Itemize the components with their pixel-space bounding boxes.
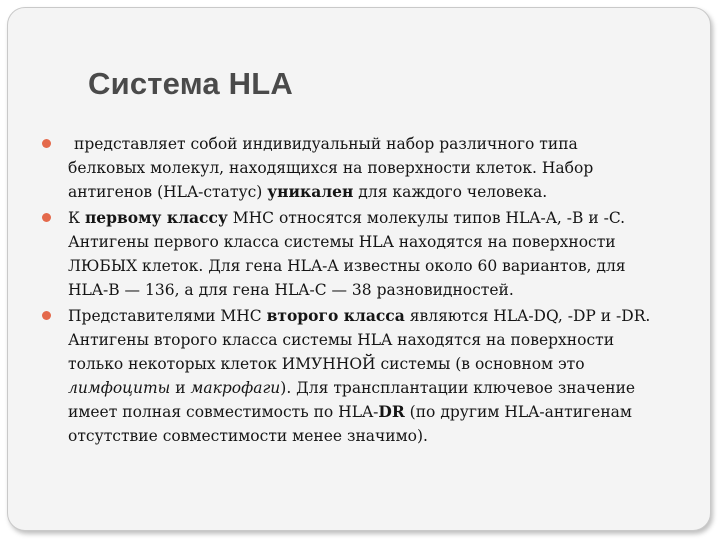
text-run: белковых молекул, находящихся на поверхности клеток. Набор — [68, 159, 594, 177]
bullet-line — [68, 328, 712, 352]
text-run: только некоторых клеток ИМУННОЙ системы (в основном это — [68, 355, 585, 373]
slide-frame — [7, 7, 711, 531]
emphasis-italic: лимфоциты — [68, 379, 171, 397]
bullet-line — [68, 352, 712, 376]
text-run: К — [68, 209, 85, 227]
emphasis-italic: макрофаги — [190, 379, 281, 397]
text-run: антигенов (HLA-статус) — [68, 183, 268, 201]
text-run: Антигены второго класса системы HLA находятся на поверхности — [68, 331, 615, 349]
bullet-dot-icon — [42, 311, 51, 320]
text-run: (по другим HLA-антигенам — [404, 403, 632, 421]
text-run: и — [170, 379, 191, 397]
text-run: Антигены первого класса системы HLA находятся на поверхности — [68, 233, 616, 251]
slide-title: Система HLA — [88, 66, 293, 101]
bullet-line — [68, 278, 712, 302]
text-run: являются HLA-DQ, -DP и -DR. — [404, 307, 651, 325]
bullet-line — [68, 254, 712, 278]
bullet-line — [68, 206, 712, 230]
emphasis-bold: второго класса — [266, 306, 405, 325]
bullet-list — [42, 132, 712, 450]
bullet-dot-icon — [42, 213, 51, 222]
bullet-line — [68, 132, 712, 156]
emphasis-bold: первому классу — [84, 208, 228, 227]
bullet-line — [68, 180, 712, 204]
bullet-item — [42, 206, 712, 302]
emphasis-bold: уникален — [267, 182, 354, 201]
bullet-line — [68, 156, 712, 180]
text-run: имеет полная совместимость по HLA- — [68, 403, 379, 421]
bullet-line — [68, 230, 712, 254]
text-run: ). Для трансплантации ключевое значение — [280, 379, 636, 397]
text-run: представляет собой индивидуальный набор различного типа — [74, 135, 578, 153]
bullet-line — [68, 376, 712, 400]
bullet-line — [68, 400, 712, 424]
bullet-item — [42, 304, 712, 448]
text-run: ЛЮБЫХ клеток. Для гена HLA-A известны около 60 вариантов, для — [68, 257, 626, 275]
bullet-line — [68, 424, 712, 448]
bullet-dot-icon — [42, 139, 51, 148]
bullet-line — [68, 304, 712, 328]
text-run: HLA-B — 136, а для гена HLA-C — 38 разновидностей. — [68, 281, 514, 299]
text-run: отсутствие совместимости менее значимо). — [68, 427, 428, 445]
emphasis-bold: DR — [378, 402, 405, 421]
text-run: МНС относятся молекулы типов HLA-A, -B и -C. — [227, 209, 626, 227]
text-run: для каждого человека. — [353, 183, 548, 201]
text-run: Представителями МНС — [68, 307, 267, 325]
bullet-item — [42, 132, 712, 204]
